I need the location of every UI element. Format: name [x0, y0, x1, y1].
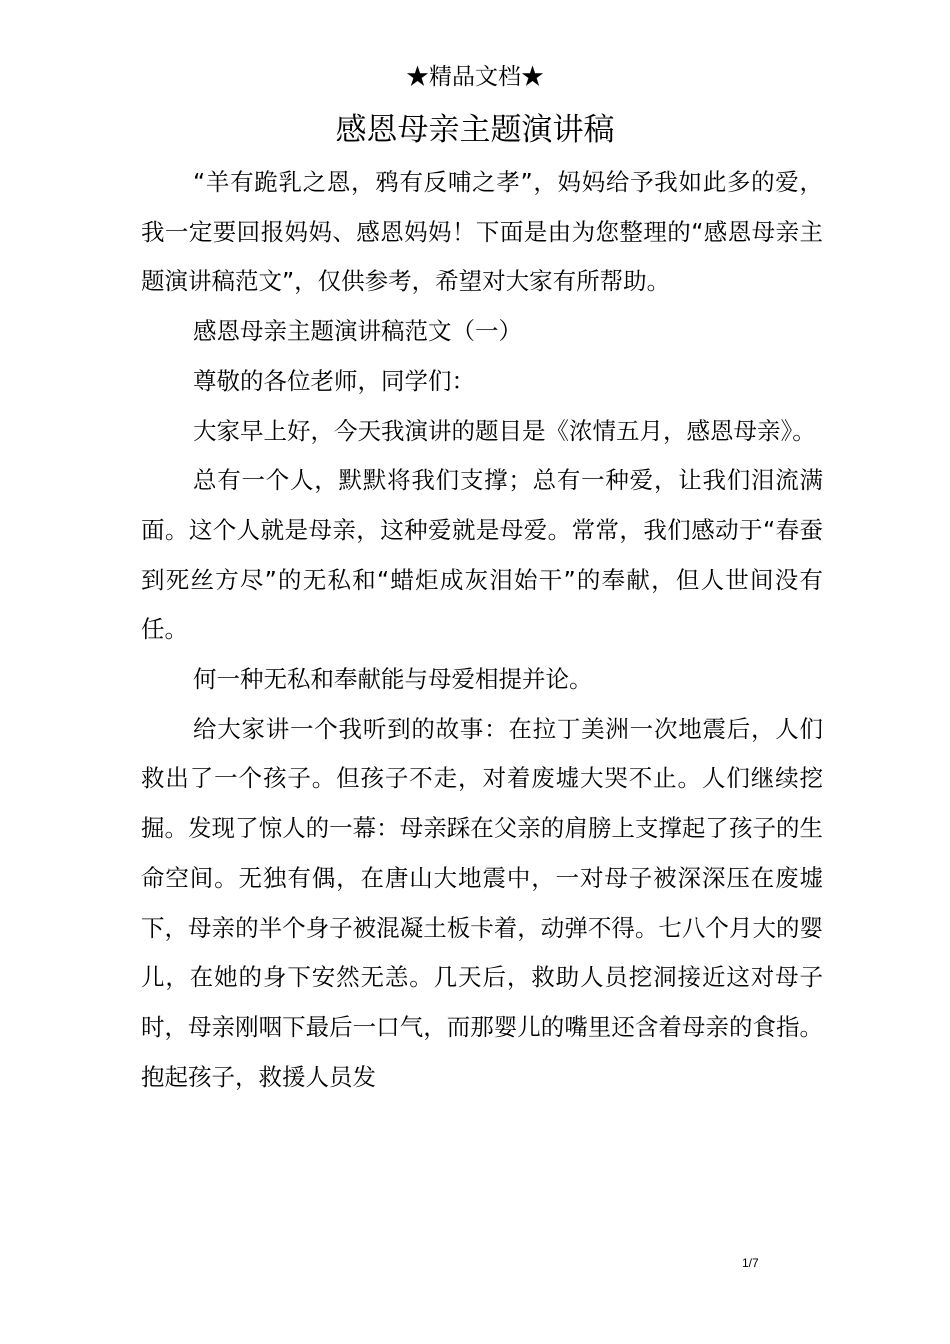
document-title: 感恩母亲主题演讲稿	[335, 112, 615, 148]
paragraph-salutation: 尊敬的各位老师，同学们：	[193, 366, 475, 395]
paragraph-story: 给大家讲一个我听到的故事：在拉丁美洲一次地震后，人们救出了一个孩子。但孩子不走，对着废墟大哭不止。人们继续挖掘。发现了惊人的一幕：母亲踩在父亲的肩膀上支撑起了孩子的生命空间。无独有偶，在唐山大地震中，一对母子被深深压在废墟下，母亲的半个身子被混凝土板卡着，动弹不得。七八个月大的婴儿，在她的身下安然无恙。几天后，救助人员挖洞接近这对母子时，母亲刚咽下最后一口气，而那婴儿的嘴里还含着母亲的食指。抱起孩子，救援人员发	[141, 714, 823, 1091]
header-mark: ★精品文档★	[406, 64, 544, 90]
paragraph-body: 何一种无私和奉献能与母爱相提并论。	[193, 665, 593, 694]
paragraph-body: 总有一个人，默默将我们支撑；总有一种爱，让我们泪流满面。这个人就是母亲，这种爱就是母爱。常常，我们感动于“春蚕到死丝方尽”的无私和“蜡炬成灰泪始干”的奉献，但人世间没有任。	[141, 466, 823, 644]
paragraph-greeting: 大家早上好，今天我演讲的题目是《浓情五月，感恩母亲》。	[193, 416, 816, 445]
document-body	[141, 158, 823, 1102]
paragraph-subtitle: 感恩母亲主题演讲稿范文（一）	[193, 317, 522, 346]
paragraph-intro: “羊有跪乳之恩，鸦有反哺之孝”，妈妈给予我如此多的爱，我一定要回报妈妈、感恩妈妈！下面是由为您整理的“感恩母亲主题演讲稿范文”，仅供参考，希望对大家有所帮助。	[141, 168, 823, 296]
page-number: 1/7	[742, 1256, 759, 1270]
